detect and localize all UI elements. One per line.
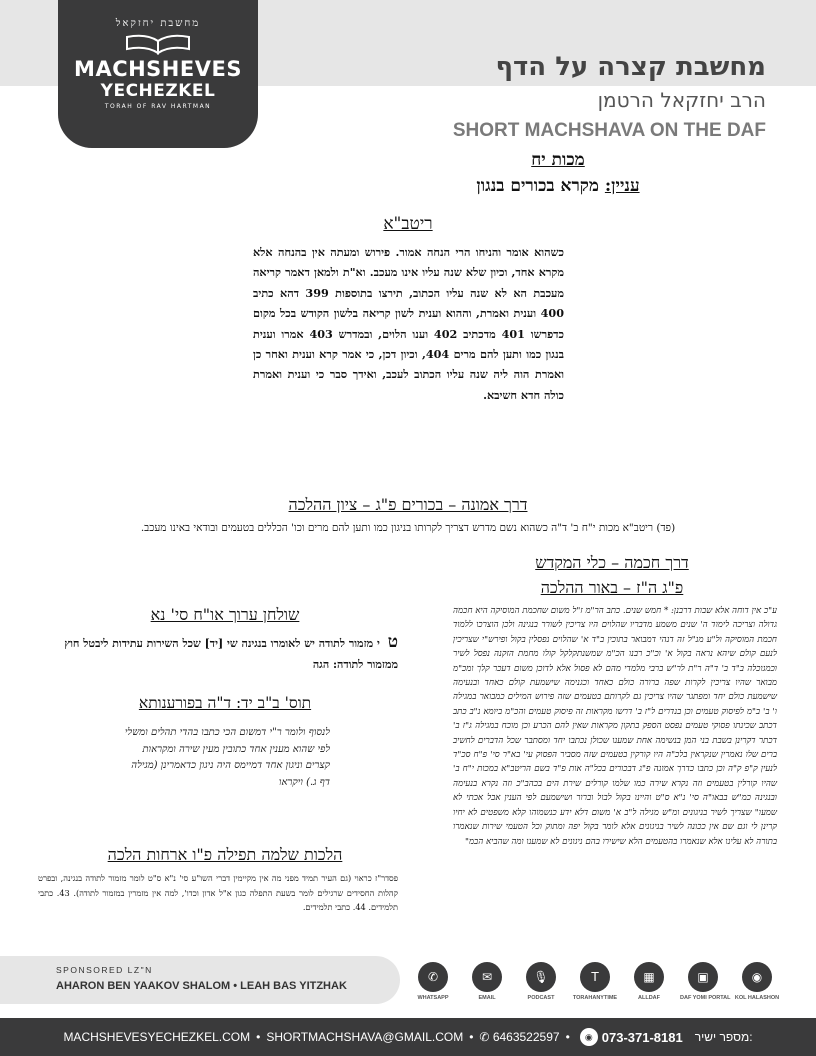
footer-bar: [0, 1018, 816, 1056]
shulchan-aruch-text: [40, 632, 398, 675]
whatsapp-icon: ✆: [418, 962, 448, 992]
kol-halashon-small-icon: ◉: [580, 1028, 598, 1046]
alldaf-icon: ▦: [634, 962, 664, 992]
topic-line: [408, 176, 708, 196]
logo-line2: YECHEZKEL: [100, 81, 216, 101]
app-label: KOL HALASHON: [734, 995, 780, 1001]
app-label: ALLDAF: [638, 995, 660, 1001]
ritva-title: ריטב"א: [383, 214, 433, 234]
podcast-icon: 🎙: [526, 962, 556, 992]
derech-chochma-text: ע"כ אין דוחה אלא שבות דרבנן: * חמש שנים. כתב הר"מ ז"ל משום שחכמת המוסיקה היא חכמה גדולה וצריכה לימוד ה' שנים משמע מדבריו שהלוים היו צריכין לשורר בנגינה ולכן הוצרכו ללמוד חכמת המוסיקה ול"ע מנ"ל זה דנהי דמבואר בתוכין ב"ד א' שהלוים נפסלין בקול ופירש"י שצריכין לנעם קולם שיהא נראה בקול א' וכ"כ רבנו הכ"מ שמשנתקלקל קולו מחמת הזקנה נפסל לשיר וכמגוכלה ב"ד ב' ד"ה ר"ת לר"ש ברבי מלמדי מהם לא פסול אלא לדוכן משום דעכר קלך ומכ"מ מבואר שהיו צריכין לקרות שפה ברורה כולם כאחד וכגנימה שישמעת קולם כאחד ובנעימה שישמעת כולם יחד ומפתגר שהיו צריכין גם לקרותם בטעמים שזה פירוש המילים כמבואר במגילה ו' ב' ב"מ לפיסוק טעמים וכן בנדרים ל"ז ב' דרשו מקראות זה פיסוק טעמים והכ"מ ביומא נ"ב כתב דכתב שכינתו פסוקי טעמים נפסט הספק בתקון מקראות שאין להם הכרע וכן מוכח במגילה ג"ז ב' דכתר דקרינן בשבת בני המן בנשימה אחת שמענו שכולן נכתבו יחד ומסתבר שכל הדברים לחשיב ברים שלו נאמרין שנקראין בלכ"ה היו קורקין בטעמים שזה מסביר הפסוק עי' בא"ר סי' פ"ח סכ"ד לנעין ק"פ ק"ה וכן כתבו כדרך אמונה פ"ג דבכורים בכל"ה אות פ"ד בשם הריטב"א במכות י"ח ב' שהיו קורלין בטעמים וזה נקרא שירה כמו שלמו קורלים שירת הים בכהב"כ וזה נקרא בנעימה ובנגינה כמ"ש בבאו"ה סי' נ"א ס"ט והיינו בקול לבול וברור ושישמעם לפי הענין אבל אכתי לא שמעו" שצריך לשיר בניגונים ומ"ש מגילה ל"ב א' משום דלא ידע כנשמוהו קלא משפטים לא יחיו קרינן לי וגם שם אין ככונה לשיר בניגונים אלא לומר בקול יפה ומתוק וכל הטעמי שירות שנאמרו בתורה לא עלינו אלא שנאמרו בהטעמים הלא שישירו בהם ניגונים לא שמענו ומה שהביא הבמ": [453, 606, 777, 847]
app-label: DAF YOMI PORTAL: [680, 995, 731, 1001]
phone-number[interactable]: 073-371-8181: [601, 1029, 683, 1045]
phone-label: מספר ישיר:: [694, 1030, 753, 1044]
app-link-alldaf[interactable]: [626, 962, 672, 1008]
separator: •: [469, 1030, 474, 1044]
halichos-shlomo-title: הלכות שלמה תפילה פ"ו ארחות הלכה: [107, 845, 343, 864]
app-label: TORAHANYTIME: [572, 995, 618, 1001]
app-label: WHATSAPP: [417, 995, 449, 1001]
torahanytime-icon: T: [580, 962, 610, 992]
app-label: PODCAST: [527, 995, 555, 1001]
daf-yomi-portal-icon: ▣: [688, 962, 718, 992]
logo: [58, 0, 258, 148]
email-link[interactable]: SHORTMACHSHAVA@GMAIL.COM: [266, 1030, 464, 1044]
app-link-podcast[interactable]: [518, 962, 564, 1008]
app-link-kol-halashon[interactable]: [734, 962, 780, 1008]
app-label: EMAIL: [478, 995, 496, 1001]
app-link-whatsapp[interactable]: [410, 962, 456, 1008]
whatsapp-small-icon: ✆: [479, 1030, 493, 1044]
kol-halashon-icon: ◉: [742, 962, 772, 992]
app-link-daf-yomi-portal[interactable]: [680, 962, 731, 1008]
topic-label: עניין:: [604, 176, 640, 196]
sponsor-box: [0, 956, 400, 1004]
logo-tagline: TORAH OF RAV HARTMAN: [104, 103, 212, 110]
open-book-icon: [123, 33, 193, 55]
logo-hebrew: מחשבת יחזקאל: [115, 18, 201, 29]
ritva-text: כשהוא אומר והניחו הרי הנחה אמור. פירוש ומעתה אין בהנחה אלא מקרא אחד, וכיון שלא שנה עליו אינו מעכב. וא"ת ולמאן דאמר קריאה מעכבת הא לא שנה עליו הכתוב, תירצו בתוספות 399 דהא כתיב 400 וענית ואמרת, וההוא וענית לשון קריאה בלשון הקודש בכל מקום כדפרשו 401 מדכתיב 402 וענו הלוים, ובמדרש 403 אמרו וענית בנגון כמו ותען להם מרים 404, וכיון דכן, כי אמר קרא וענית ואחר כן ואמרת הוה ליה שנה עליו הכתוב לעכב, ואידך סבר כי וענית ואמרת כולה חדא חשיבא.: [253, 245, 565, 402]
page-title-english: SHORT MACHSHAVA ON THE DAF: [452, 120, 766, 141]
author-name: הרב יחזקאל הרטמן: [597, 88, 766, 112]
derech-chochma-title: דרך חכמה – כלי המקדש: [535, 553, 689, 572]
app-link-email[interactable]: [464, 962, 510, 1008]
whatsapp-number[interactable]: 6463522597: [492, 1030, 560, 1044]
logo-line1: MACHSHEVES: [74, 57, 242, 81]
separator: •: [565, 1030, 570, 1044]
app-links: [410, 962, 780, 1008]
tosafos-title: תוס' ב"ב יד: ד"ה בפורענותא: [138, 694, 312, 712]
page-title-hebrew: מחשבת קצרה על הדף: [495, 52, 766, 82]
shulchan-aruch-title: שולחן ערוך או"ח סי' נא: [150, 605, 300, 624]
tosafos-text: לנסוף ולומר ר"י דמשום הכי כתבו בהדי תהלים ומשלי לפי שהוא מענין אחד כתובין מעין שירה ומקראות קצרים וניגון אחד דמיימס היה ניגון כדאמרינן (מגילה דף ג.) ויקראו: [124, 727, 330, 788]
section-letter: ט: [387, 632, 398, 652]
website-link[interactable]: MACHSHEVESYECHEZKEL.COM: [63, 1030, 251, 1044]
sponsor-label: SPONSORED LZ"N: [56, 965, 153, 975]
email-icon: ✉: [472, 962, 502, 992]
derech-emunah-text: (פד) ריטב"א מכות י"ח ב' ד"ה כשהוא נשם מדרש דצריך לקרותו בניגון כמו ותען להם מרים וכו' הכללים בטעמים ובודאי באינו מעכב.: [140, 522, 676, 534]
separator: •: [256, 1030, 261, 1044]
halichos-shlomo-text: פסדר"ז כראוי (גם העיר תמיד מפני מה אין מקיימין דברי השו"ע סי' נ"א ס"ט לומר מזמור לתודה בנגינה, ובפרט קהלות החסידים שרגילים לומר בשעת התפלה כגון א"ל אדון וכדו', למה אין מזמרין במזמור לתודה). 43. כתבי תלמידים. 44. כתבי תלמידים.: [38, 873, 399, 912]
derech-emunah-title: דרך אמונה – בכורים פ"ג – ציון ההלכה: [288, 495, 528, 514]
biur-halacha-title: פ"ג ה"ז – באור ההלכה: [540, 578, 684, 597]
shulchan-aruch-body: י מזמור לתודה יש לאומרו בנגינה שי [יד] שכל השירות עתידות ליבטל חוץ ממזמור לתודה: הגה: [64, 637, 398, 671]
daf-reference: מכות יח: [531, 150, 585, 170]
sponsor-names: AHARON BEN YAAKOV SHALOM • LEAH BAS YITZHAK: [56, 980, 347, 992]
topic-text: מקרא בכורים בנגון: [476, 176, 599, 196]
app-link-torahanytime[interactable]: [572, 962, 618, 1008]
